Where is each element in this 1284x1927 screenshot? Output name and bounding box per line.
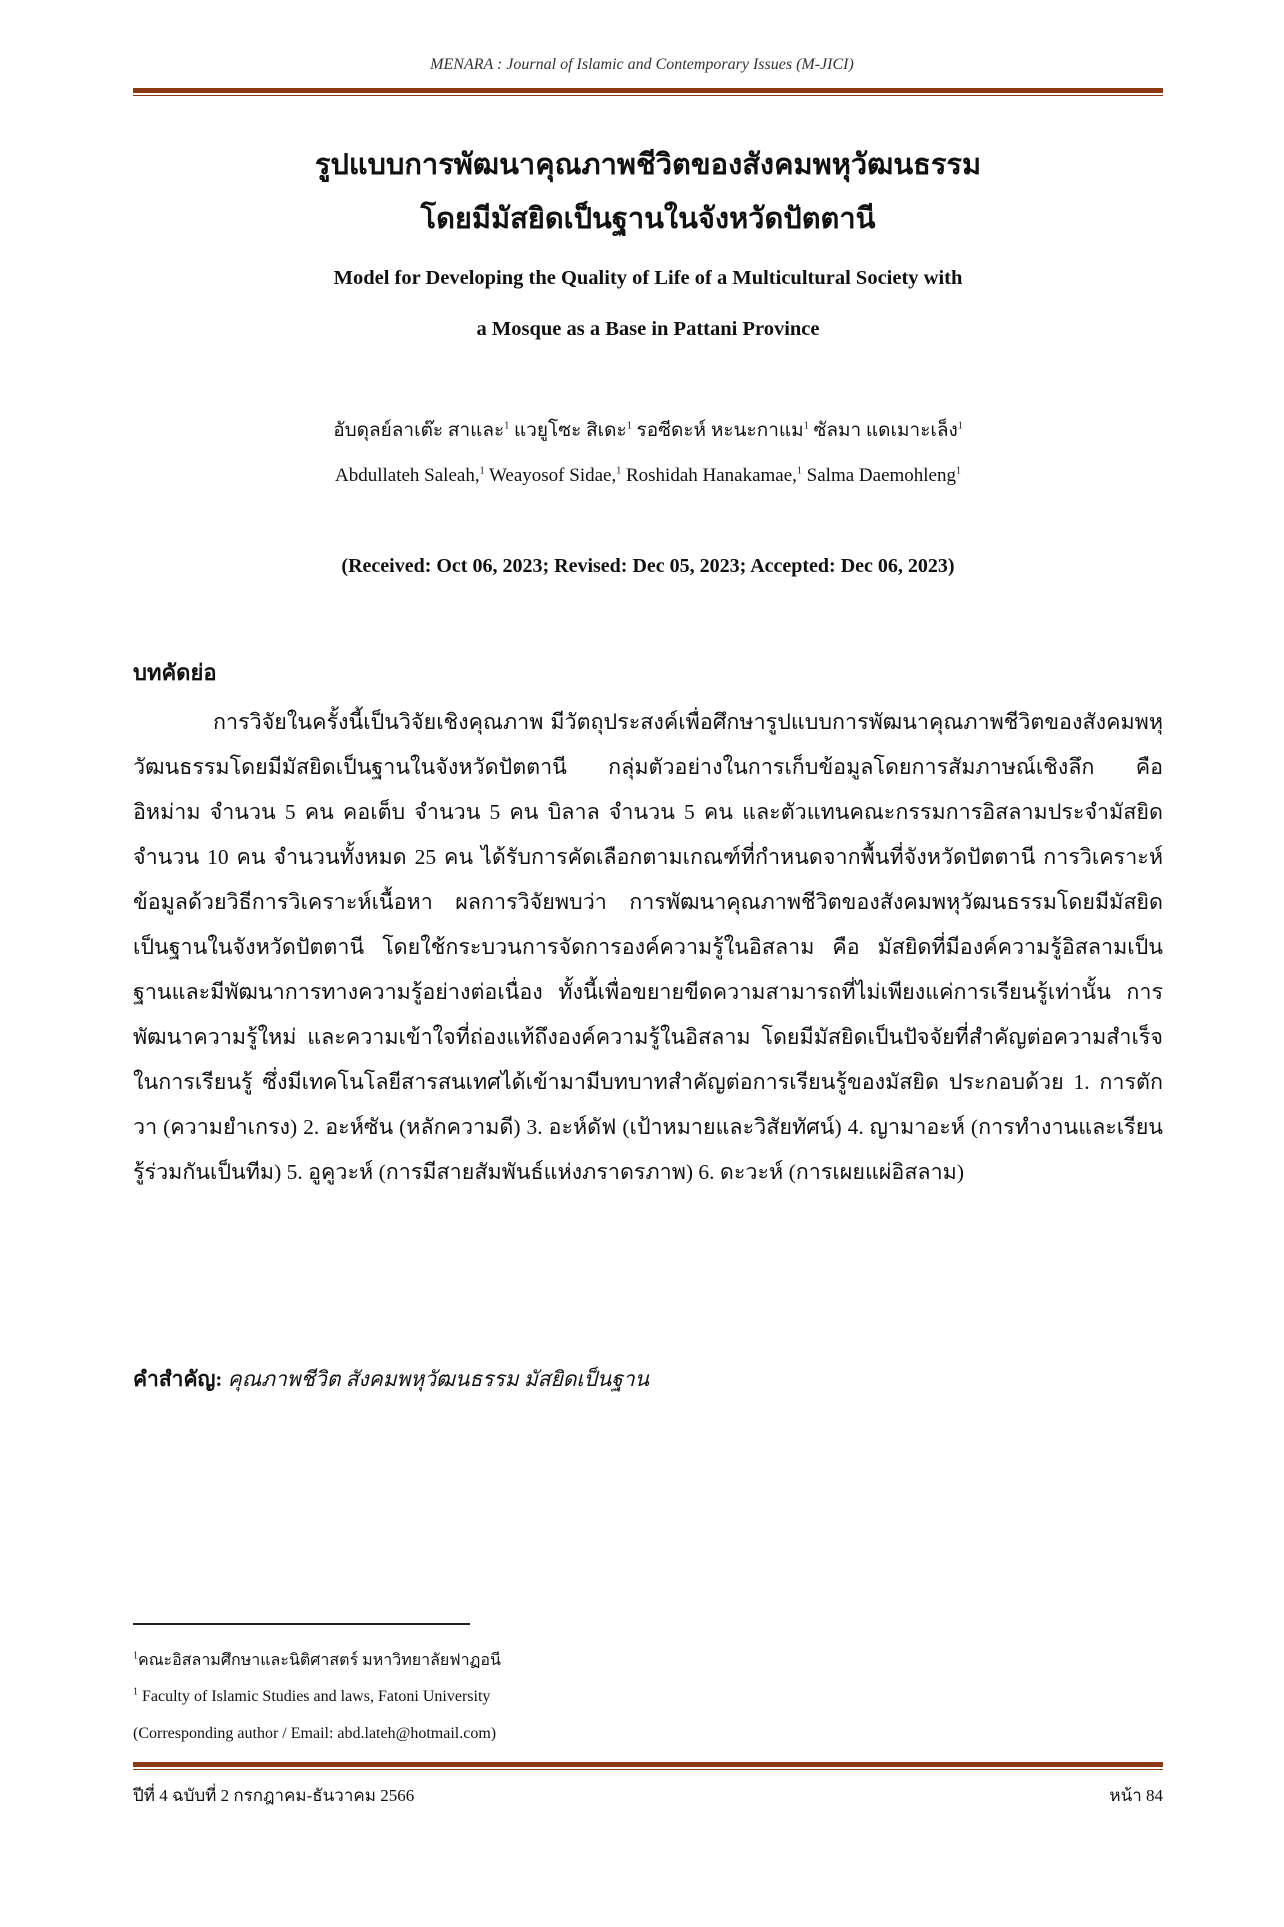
footer-rule (133, 1762, 1163, 1770)
author-thai-1: อับดุลย์ลาเต๊ะ สาและ (333, 420, 505, 441)
authors-english (133, 465, 1163, 487)
author-english-2: Weayosof Sidae, (489, 465, 617, 486)
keywords (133, 1363, 1163, 1396)
header-rule-thin (133, 95, 1163, 96)
affiliation-mark: 1 (504, 420, 510, 432)
footer-rule-thin (133, 1769, 1163, 1770)
footnote-affiliation-thai (133, 1648, 501, 1673)
affiliation-mark: 1 (956, 465, 961, 477)
keywords-label: คำสำคัญ: (133, 1367, 223, 1391)
footnote-text: Faculty of Islamic Studies and laws, Fatoni University (142, 1688, 491, 1705)
author-thai-2: แวยูโซะ สิเดะ (513, 420, 627, 441)
title-thai-line2: โดยมีมัสยิดเป็นฐานในจังหวัดปัตตานี (420, 203, 876, 235)
header-rule-thick (133, 88, 1163, 93)
author-english-1: Abdullateh Saleah, (335, 465, 480, 486)
author-thai-4: ซัลมา แดเมาะเล็ง (813, 420, 958, 441)
footer-page-number: หน้า 84 (1109, 1786, 1163, 1805)
affiliation-mark: 1 (803, 420, 809, 432)
header-rule (133, 88, 1163, 96)
title-english-line2: a Mosque as a Base in Pattani Province (476, 318, 820, 340)
title-thai-line1: รูปแบบการพัฒนาคุณภาพชีวิตของสังคมพหุวัฒนธรรม (314, 149, 982, 181)
title-english-line1: Model for Developing the Quality of Life of a Multicultural Society with (333, 267, 963, 289)
author-english-3: Roshidah Hanakamae, (625, 465, 797, 486)
affiliation-mark: 1 (479, 465, 485, 477)
footnote-rule (133, 1623, 470, 1625)
footnote-affiliation-english (133, 1688, 490, 1706)
affiliation-mark: 1 (957, 420, 963, 432)
author-thai-3: รอซีดะห์ หะนะกาแม (636, 420, 804, 441)
footnote-mark: 1 (133, 1686, 138, 1698)
footnote-corresponding-author: (Corresponding author / Email: abd.lateh@hotmail.com) (133, 1725, 497, 1742)
abstract-heading: บทคัดย่อ (133, 660, 217, 685)
footnote-text: คณะอิสลามศึกษาและนิติศาสตร์ มหาวิทยาลัยฟาฏอนี (138, 1652, 501, 1669)
affiliation-mark: 1 (796, 465, 802, 477)
author-english-4: Salma Daemohleng (806, 465, 956, 486)
authors-thai (133, 415, 1163, 445)
title-english (133, 253, 1163, 355)
keywords-value: คุณภาพชีวิต สังคมพหุวัฒนธรรม มัสยิดเป็นฐาน (227, 1367, 650, 1391)
affiliation-mark: 1 (616, 465, 622, 477)
affiliation-mark: 1 (626, 420, 632, 432)
footnote-mark: 1 (133, 1650, 138, 1662)
footer-issue: ปีที่ 4 ฉบับที่ 2 กรกฎาคม-ธันวาคม 2566 (133, 1786, 415, 1805)
footer-rule-thick (133, 1762, 1163, 1767)
abstract-body: การวิจัยในครั้งนี้เป็นวิจัยเชิงคุณภาพ มีวัตถุประสงค์เพื่อศึกษารูปแบบการพัฒนาคุณภาพชีวิตของสังคมพหุวัฒนธรรมโดยมีมัสยิดเป็นฐานในจังหวัดปัตตานี กลุ่มตัวอย่างในการเก็บข้อมูลโดยการสัมภาษณ์เชิงลึก คือ อิหม่าม จำนวน 5 คน คอเต็บ จำนวน 5 คน บิลาล จำนวน 5 คน และตัวแทนคณะกรรมการอิสลามประจำมัสยิด จำนวน 10 คน จำนวนทั้งหมด 25 คน ได้รับการคัดเลือกตามเกณฑ์ที่กำหนดจากพื้นที่จังหวัดปัตตานี การวิเคราะห์ข้อมูลด้วยวิธีการวิเคราะห์เนื้อหา ผลการวิจัยพบว่า การพัฒนาคุณภาพชีวิตของสังคมพหุวัฒนธรรมโดยมีมัสยิดเป็นฐานในจังหวัดปัตตานี โดยใช้กระบวนการจัดการองค์ความรู้ในอิสลาม คือ มัสยิดที่มีองค์ความรู้อิสลามเป็นฐานและมีพัฒนาการทางความรู้อย่างต่อเนื่อง ทั้งนี้เพื่อขยายขีดความสามารถที่ไม่เพียงแค่การเรียนรู้เท่านั้น การพัฒนาความรู้ใหม่ และความเข้าใจที่ถ่องแท้ถึงองค์ความรู้ในอิสลาม โดยมีมัสยิดเป็นปัจจัยที่สำคัญต่อความสำเร็จในการเรียนรู้ ซึ่งมีเทคโนโลยีสารสนเทศได้เข้ามามีบทบาทสำคัญต่อการเรียนรู้ของมัสยิด ประกอบด้วย 1. การตักวา (ความยำเกรง) 2. อะห์ซัน (หลักความดี) 3. อะห์ดัฟ (เป้าหมายและวิสัยทัศน์) 4. ญามาอะห์ (การทำงานและเรียนรู้ร่วมกันเป็นทีม) 5. อูคูวะห์ (การมีสายสัมพันธ์แห่งภราดรภาพ) 6. ดะวะห์ (การเผยแผ่อิสลาม) (133, 710, 1163, 1184)
running-head: MENARA : Journal of Islamic and Contemporary Issues (M-JICI) (430, 56, 854, 73)
title-thai (133, 138, 1163, 246)
received-dates: (Received: Oct 06, 2023; Revised: Dec 05, 2023; Accepted: Dec 06, 2023) (341, 555, 955, 577)
